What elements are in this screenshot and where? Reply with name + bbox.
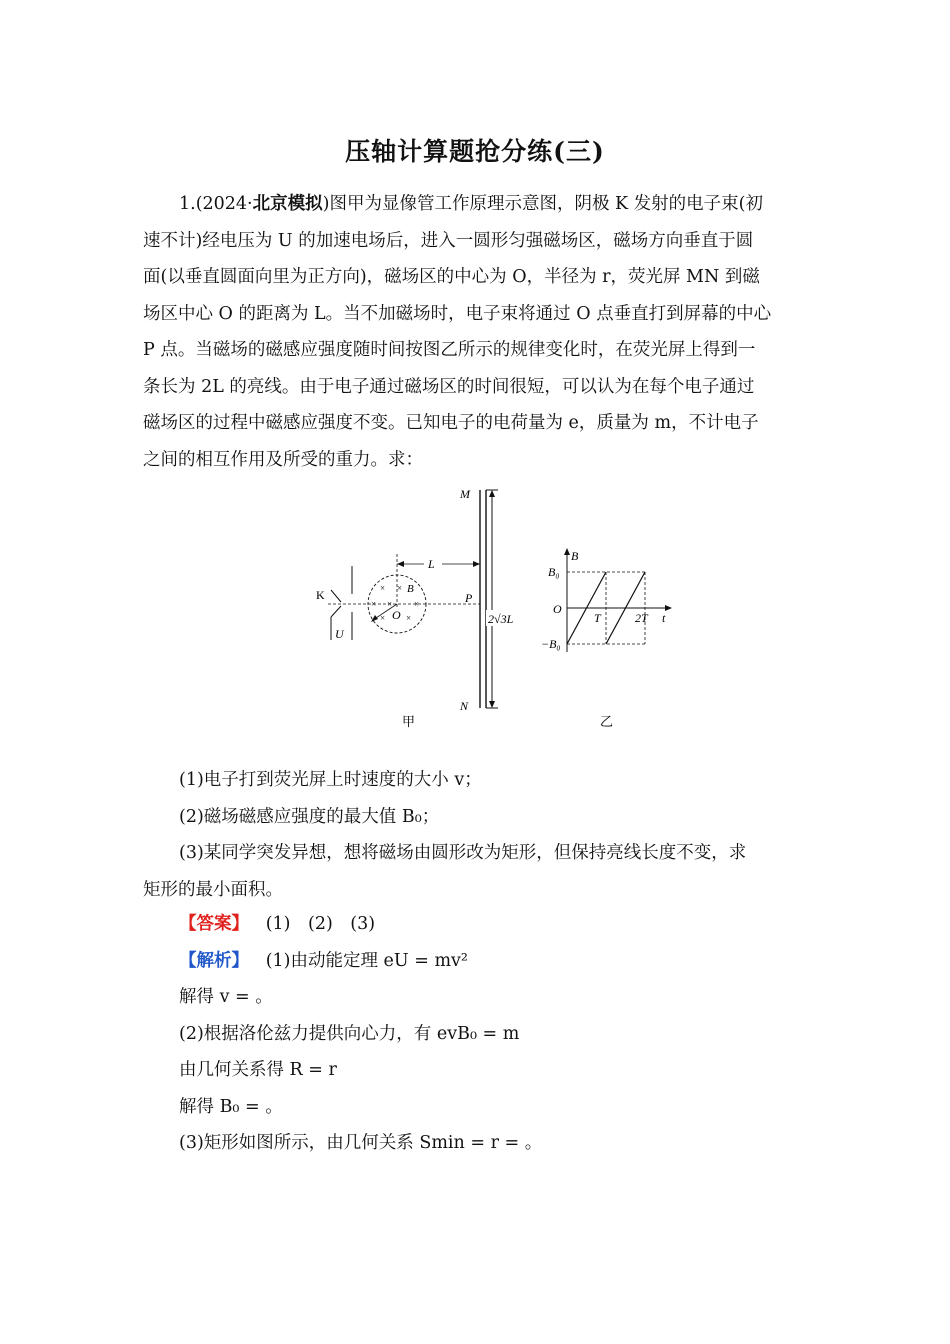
analysis-line-6: (3)矩形如图所示，由几何关系 Smin = r = 。 [179,1133,543,1153]
problem-statement [143,186,811,478]
problem-text-1: )图甲为显像管工作原理示意图，阴极 K 发射的电子束(初 [322,194,763,214]
answer-line [143,906,811,943]
cross-5: × [414,599,420,609]
T-label: T [594,611,601,625]
L-arrow-left [397,561,404,567]
problem-line-5: P 点。当磁场的磁感应强度随时间按图乙所示的规律变化时，在荧光屏上得到一 [143,340,756,360]
cross-6: × [380,613,386,623]
analysis-line-5: 解得 B₀ = 。 [179,1096,283,1117]
problem-source: 北京模拟 [252,194,323,214]
label-B: B [407,583,414,595]
problem-line-6: 条长为 2L 的亮线。由于电子通过磁场区的时间很短，可以认为在每个电子通过 [143,376,755,397]
analysis-label: 【解析】 [179,950,249,971]
answer-content: (1) (2) (3) [265,914,376,934]
cathode-lower [331,606,341,617]
label-L: L [428,557,435,571]
label-N: N [460,699,469,713]
problem-line-7: 磁场区的过程中磁感应强度不变。已知电子的电荷量为 e，质量为 m，不计电子 [143,413,759,433]
label-O: O [392,608,401,622]
problem-line-4: 场区中心 O 的距离为 L。当不加磁场时，电子束将通过 O 点垂直打到屏幕的中心 [143,303,772,324]
question-3-cont: 矩形的最小面积。 [143,879,283,900]
B-axis-arrow [564,548,570,555]
problem-line-2: 速不计)经电压为 U 的加速电场后，进入一圆形匀强磁场区，磁场方向垂直于圆 [143,230,754,251]
negB0-label: −B₀ [541,637,561,651]
cross-7: × [406,613,412,623]
page-title: 压轴计算题抢分练(三) [345,137,605,166]
analysis-text-1: (1)由动能定理 eU = mv² [265,950,468,971]
caption-left: 甲 [402,714,416,729]
cathode-upper [331,590,341,602]
cross-3: × [371,599,377,609]
label-K: K [316,588,325,602]
analysis-line-2: 解得 v = 。 [179,987,273,1007]
origin-label: O [553,602,562,616]
problem-line-1 [143,186,811,223]
axis-t-label: t [662,611,666,625]
problem-line-8: 之间的相互作用及所受的重力。求： [143,449,423,470]
label-U: U [335,627,344,641]
2T-label: 2T [635,611,648,625]
length-arrow-up [489,490,495,497]
questions [143,762,811,908]
axis-B-label: B [571,549,579,563]
physics-figure [310,480,690,740]
L-arrow-right [473,561,480,567]
B0-label: B₀ [548,565,560,579]
analysis-line-3: (2)根据洛伦兹力提供向心力，有 evB₀ = m [179,1023,520,1044]
cross-4: × [387,599,393,609]
t-axis-arrow [665,605,672,611]
label-M: M [460,487,470,501]
question-1: (1)电子打到荧光屏上时速度的大小 v； [179,770,482,790]
analysis-line-1 [143,943,811,980]
cross-2: × [397,583,403,593]
cross-1: × [380,583,386,593]
question-2: (2)磁场磁感应强度的最大值 B₀； [179,806,440,827]
length-label: 2√3L [488,612,514,626]
caption-right: 乙 [600,714,614,729]
question-3: (3)某同学突发异想，想将磁场由圆形改为矩形，但保持亮线长度不变，求 [179,843,747,863]
length-arrow-down [489,701,495,708]
label-P: P [465,591,473,605]
problem-line-3: 面(以垂直圆面向里为正方向)，磁场区的中心为 O，半径为 r，荧光屏 MN 到磁 [143,267,760,287]
problem-number: 1.(2024· [179,194,253,214]
analysis-line-4: 由几何关系得 R = r [179,1060,337,1080]
answer-label: 【答案】 [179,914,249,934]
figure-svg [310,480,690,740]
answer-section [143,906,811,1162]
